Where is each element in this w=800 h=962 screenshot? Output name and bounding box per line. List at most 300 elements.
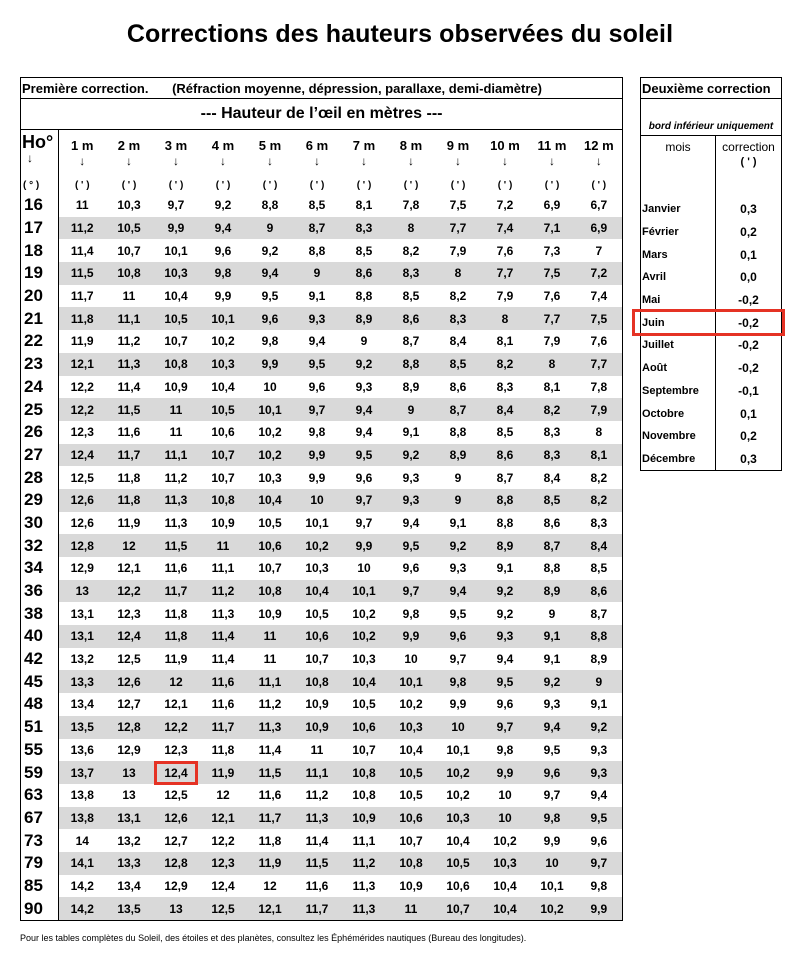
eye-height-label: 2 m [117, 138, 141, 153]
table-cell: 11,6 [294, 875, 341, 898]
month-name: Décembre [641, 448, 716, 471]
table-cell: 12,8 [106, 716, 153, 739]
table-cell: 9,4 [482, 648, 529, 671]
month-row [641, 402, 782, 425]
table-row [21, 693, 623, 716]
table-cell: 9,5 [388, 534, 435, 557]
table-cell: 11,7 [153, 580, 200, 603]
table-cell: 10,5 [294, 602, 341, 625]
table-cell: 11,4 [106, 376, 153, 399]
table-cell: 9,5 [294, 353, 341, 376]
table-cell: 8,1 [576, 444, 623, 467]
table-cell: 11,4 [59, 239, 106, 262]
table-row [21, 739, 623, 762]
table-cell: 11,4 [200, 648, 247, 671]
table-cell: 8,1 [341, 194, 388, 217]
table-cell: 10,7 [106, 239, 153, 262]
month-row [641, 380, 782, 403]
table-cell: 10,7 [388, 829, 435, 852]
table-cell: 6,9 [576, 217, 623, 240]
second-correction-header: Deuxième correction [641, 78, 782, 99]
eye-height-label: 4 m [211, 138, 235, 153]
table-cell: 9,2 [247, 239, 294, 262]
table-cell: 11 [247, 648, 294, 671]
table-cell: 11,7 [106, 444, 153, 467]
table-cell: 9,5 [247, 285, 294, 308]
table-cell: 10,5 [435, 852, 482, 875]
ho-value: 36 [21, 580, 59, 603]
table-cell: 11,9 [247, 852, 294, 875]
table-cell: 8,2 [529, 398, 576, 421]
table-row [21, 557, 623, 580]
table-cell: 9,1 [388, 421, 435, 444]
down-arrow-icon: ↓ [549, 154, 555, 168]
table-cell: 8,6 [388, 307, 435, 330]
table-cell: 10,7 [200, 466, 247, 489]
footnote: Pour les tables complètes du Soleil, des étoiles et des planètes, consultez les Éphémérides nautiques (Bureau des longitudes). [20, 933, 527, 943]
table-cell: 10,9 [341, 807, 388, 830]
table-cell: 14,2 [59, 875, 106, 898]
table-cell: 11,8 [153, 602, 200, 625]
table-cell: 11 [153, 398, 200, 421]
table-cell: 9,1 [529, 625, 576, 648]
table-cell: 9 [435, 489, 482, 512]
table-cell: 7,7 [529, 307, 576, 330]
table-cell: 11,2 [341, 852, 388, 875]
table-cell: 9,3 [388, 489, 435, 512]
eye-height-label: 10 m [490, 138, 520, 153]
table-cell: 9,6 [200, 239, 247, 262]
ho-value: 45 [21, 670, 59, 693]
table-cell: 12,1 [59, 353, 106, 376]
table-cell: 9,7 [341, 489, 388, 512]
table-cell: 9,8 [388, 602, 435, 625]
table-cell: 12,5 [153, 784, 200, 807]
table-cell: 12,2 [59, 376, 106, 399]
ho-value: 34 [21, 557, 59, 580]
table-cell: 11 [388, 897, 435, 920]
eye-height-label: 1 m [71, 138, 94, 153]
table-cell: 9 [388, 398, 435, 421]
table-cell: 7,4 [482, 217, 529, 240]
table-cell: 9,3 [529, 693, 576, 716]
table-cell: 11 [153, 421, 200, 444]
table-cell: 10,8 [200, 489, 247, 512]
table-cell: 13 [153, 897, 200, 920]
table-cell: 11,1 [153, 444, 200, 467]
minute-unit: ( ' ) [309, 179, 325, 191]
month-name: Mai [641, 289, 716, 312]
table-cell: 13 [106, 784, 153, 807]
table-cell: 8,7 [482, 466, 529, 489]
table-cell: 10,6 [435, 875, 482, 898]
table-cell: 9 [529, 602, 576, 625]
table-cell: 7,6 [529, 285, 576, 308]
table-cell: 7 [576, 239, 623, 262]
table-cell: 10,7 [153, 330, 200, 353]
first-correction-label: Première correction. [22, 80, 149, 96]
ho-value: 20 [21, 285, 59, 308]
ho-value: 51 [21, 716, 59, 739]
table-cell: 7,9 [435, 239, 482, 262]
lower-limb-note: bord inférieur uniquement [648, 120, 774, 132]
down-arrow-icon: ↓ [455, 154, 461, 168]
table-cell: 9,6 [247, 307, 294, 330]
table-cell: 10 [435, 716, 482, 739]
table-cell: 9,2 [482, 602, 529, 625]
table-cell: 8,8 [341, 285, 388, 308]
table-cell: 13 [59, 580, 106, 603]
month-correction: 0,3 [740, 202, 757, 217]
table-cell: 10,3 [435, 807, 482, 830]
correction-column-header [716, 136, 782, 199]
table-cell: 10,4 [153, 285, 200, 308]
table-cell: 11,8 [200, 739, 247, 762]
ho-column-header [21, 130, 59, 177]
table-cell: 9,4 [294, 330, 341, 353]
table-cell: 10,3 [482, 852, 529, 875]
table-cell: 12,8 [59, 534, 106, 557]
table-row [21, 217, 623, 240]
table-row [21, 466, 623, 489]
table-cell: 11,9 [153, 648, 200, 671]
table-cell: 8 [576, 421, 623, 444]
eye-height-label: 5 m [258, 138, 282, 153]
table-cell: 12,2 [153, 716, 200, 739]
table-cell: 10,5 [153, 307, 200, 330]
table-cell: 8,2 [388, 239, 435, 262]
down-arrow-icon: ↓ [502, 154, 508, 168]
table-cell: 10,3 [106, 194, 153, 217]
table-cell: 8 [482, 307, 529, 330]
table-cell: 8,6 [435, 376, 482, 399]
table-cell: 7,9 [576, 398, 623, 421]
table-cell: 9,5 [435, 602, 482, 625]
table-cell: 12,5 [200, 897, 247, 920]
table-cell: 7,1 [529, 217, 576, 240]
ho-value: 55 [21, 739, 59, 762]
table-cell: 11,5 [153, 534, 200, 557]
ho-value: 73 [21, 829, 59, 852]
table-cell: 11,2 [247, 693, 294, 716]
table-cell: 10,9 [294, 693, 341, 716]
eye-height-column-header [341, 130, 388, 177]
table-cell: 8,5 [341, 239, 388, 262]
table-cell: 9 [294, 262, 341, 285]
table-cell: 10,4 [435, 829, 482, 852]
table-cell: 10,5 [106, 217, 153, 240]
table-cell: 8,4 [529, 466, 576, 489]
table-cell: 10,2 [200, 330, 247, 353]
table-cell: 13,6 [59, 739, 106, 762]
table-cell: 13,5 [59, 716, 106, 739]
month-correction: 0,2 [740, 429, 757, 444]
eye-height-label: 9 m [446, 138, 470, 153]
table-cell: 8,3 [529, 444, 576, 467]
table-cell: 11,4 [200, 625, 247, 648]
table-row [21, 194, 623, 217]
table-row [21, 421, 623, 444]
table-cell: 11,3 [341, 875, 388, 898]
first-correction-details: (Réfraction moyenne, dépression, parallaxe, demi-diamètre) [172, 80, 542, 96]
table-cell: 9,5 [482, 670, 529, 693]
table-cell: 9,4 [341, 398, 388, 421]
table-cell: 10,5 [341, 693, 388, 716]
table-cell: 11,5 [294, 852, 341, 875]
table-cell: 9,6 [341, 466, 388, 489]
table-cell: 8,6 [529, 512, 576, 535]
table-cell: 10,8 [247, 580, 294, 603]
down-arrow-icon: ↓ [595, 154, 602, 168]
table-cell: 9,3 [388, 466, 435, 489]
eye-height-label: 7 m [352, 138, 376, 153]
table-row [21, 489, 623, 512]
table-cell: 9,8 [529, 807, 576, 830]
table-cell: 12,4 [200, 875, 247, 898]
table-cell: 11,2 [106, 330, 153, 353]
table-cell: 9,2 [529, 670, 576, 693]
table-row [21, 852, 623, 875]
table-cell: 8,5 [388, 285, 435, 308]
table-cell: 7,5 [529, 262, 576, 285]
month-correction: -0,2 [738, 315, 759, 330]
table-cell: 8,5 [529, 489, 576, 512]
table-cell: 10,6 [294, 625, 341, 648]
table-cell: 13,3 [59, 670, 106, 693]
degree-unit: ( ° ) [21, 176, 59, 194]
table-cell: 8 [529, 353, 576, 376]
table-row [21, 875, 623, 898]
table-cell: 12,3 [106, 602, 153, 625]
table-row [21, 444, 623, 467]
eye-height-column-header [153, 130, 200, 177]
table-row [21, 285, 623, 308]
table-row [21, 829, 623, 852]
table-cell: 12,9 [59, 557, 106, 580]
table-cell: 10,6 [341, 716, 388, 739]
table-cell: 9,1 [482, 557, 529, 580]
table-cell: 10,8 [153, 353, 200, 376]
table-cell: 7,6 [482, 239, 529, 262]
table-cell: 8,9 [388, 376, 435, 399]
table-cell: 8,4 [482, 398, 529, 421]
table-cell: 10,7 [435, 897, 482, 920]
down-arrow-icon: ↓ [361, 154, 367, 168]
ho-value: 19 [21, 262, 59, 285]
table-cell: 8,8 [482, 512, 529, 535]
table-cell: 9,3 [435, 557, 482, 580]
table-cell: 9 [247, 217, 294, 240]
table-cell: 10,2 [294, 534, 341, 557]
table-cell: 8,8 [294, 239, 341, 262]
table-cell: 9,9 [529, 829, 576, 852]
table-cell: 7,2 [482, 194, 529, 217]
table-cell: 12,1 [200, 807, 247, 830]
minute-unit: ( ' ) [168, 179, 184, 191]
table-cell: 8,6 [482, 444, 529, 467]
table-cell: 12,6 [106, 670, 153, 693]
table-cell: 12,4 [59, 444, 106, 467]
table-cell: 11,8 [153, 625, 200, 648]
table-cell: 10,2 [435, 761, 482, 784]
table-cell: 10,4 [200, 376, 247, 399]
table-cell: 10,6 [200, 421, 247, 444]
eye-height-column-header [106, 130, 153, 177]
table-cell: 8,2 [576, 466, 623, 489]
table-cell: 11,3 [153, 489, 200, 512]
month-correction: 0,1 [740, 247, 757, 262]
ho-value: 30 [21, 512, 59, 535]
table-cell: 11,9 [106, 512, 153, 535]
table-cell: 9 [576, 670, 623, 693]
table-row [21, 648, 623, 671]
table-cell: 9,9 [482, 761, 529, 784]
table-cell: 9,2 [200, 194, 247, 217]
ho-value: 17 [21, 217, 59, 240]
table-cell: 11,6 [247, 784, 294, 807]
table-cell: 8,1 [482, 330, 529, 353]
table-cell: 9,3 [341, 376, 388, 399]
month-name: Mars [641, 243, 716, 266]
table-cell: 10,1 [388, 670, 435, 693]
down-arrow-icon: ↓ [220, 154, 226, 168]
month-name: Juillet [641, 334, 716, 357]
table-cell: 8,3 [482, 376, 529, 399]
ho-value: 59 [21, 761, 59, 784]
table-cell: 11,3 [294, 807, 341, 830]
table-cell: 11,3 [341, 897, 388, 920]
table-cell: 7,5 [435, 194, 482, 217]
table-cell: 9,9 [576, 897, 623, 920]
table-cell: 9,2 [435, 534, 482, 557]
ho-value: 21 [21, 307, 59, 330]
table-row [21, 716, 623, 739]
table-cell: 11,1 [341, 829, 388, 852]
table-cell: 12,4 [106, 625, 153, 648]
june-highlight-box [632, 309, 785, 336]
table-cell: 9,9 [200, 285, 247, 308]
table-cell: 11,1 [106, 307, 153, 330]
table-cell: 8,7 [388, 330, 435, 353]
table-cell: 8,5 [482, 421, 529, 444]
table-cell: 11,1 [294, 761, 341, 784]
month-correction: -0,2 [738, 338, 759, 353]
table-cell: 10,4 [294, 580, 341, 603]
eye-height-column-header [529, 130, 576, 177]
table-cell: 10,2 [247, 421, 294, 444]
table-cell: 8,8 [529, 557, 576, 580]
table-cell: 11,1 [200, 557, 247, 580]
table-cell: 12,6 [59, 489, 106, 512]
table-cell: 13,8 [59, 784, 106, 807]
table-cell: 9,1 [576, 693, 623, 716]
table-cell: 10,3 [200, 353, 247, 376]
table-cell: 9,2 [482, 580, 529, 603]
table-cell: 10,2 [388, 693, 435, 716]
table-cell: 11,2 [59, 217, 106, 240]
table-cell: 10,4 [341, 670, 388, 693]
table-cell: 12,3 [59, 421, 106, 444]
table-cell: 11,1 [247, 670, 294, 693]
month-correction: -0,1 [738, 383, 759, 398]
table-cell: 10,6 [247, 534, 294, 557]
table-cell: 11 [294, 739, 341, 762]
table-cell: 9 [435, 466, 482, 489]
table-cell: 9,3 [576, 761, 623, 784]
table-cell: 13,1 [59, 625, 106, 648]
table-cell: 10,1 [153, 239, 200, 262]
table-cell: 10,9 [153, 376, 200, 399]
table-cell: 8,9 [482, 534, 529, 557]
table-cell: 9,4 [341, 421, 388, 444]
table-cell: 13,7 [59, 761, 106, 784]
table-cell: 9,7 [294, 398, 341, 421]
table-cell: 9,6 [388, 557, 435, 580]
table-cell: 8,3 [576, 512, 623, 535]
table-cell: 12,5 [59, 466, 106, 489]
table-cell: 11,8 [247, 829, 294, 852]
page-title: Corrections des hauteurs observées du soleil [126, 20, 674, 48]
table-cell: 7,4 [576, 285, 623, 308]
ho-value: 48 [21, 693, 59, 716]
table-cell: 8,8 [388, 353, 435, 376]
table-cell: 9,6 [576, 829, 623, 852]
table-cell: 6,9 [529, 194, 576, 217]
table-cell: 8,8 [435, 421, 482, 444]
table-row [21, 353, 623, 376]
month-column-header: mois [641, 136, 716, 199]
month-name: Novembre [641, 425, 716, 448]
table-cell: 9,7 [482, 716, 529, 739]
table-cell: 9,9 [388, 625, 435, 648]
table-cell: 9,2 [341, 353, 388, 376]
table-cell: 10,5 [388, 784, 435, 807]
table-cell: 9,4 [247, 262, 294, 285]
month-correction: -0,2 [738, 293, 759, 308]
table-cell: 13,3 [106, 852, 153, 875]
table-cell: 8,7 [435, 398, 482, 421]
second-correction-table [640, 77, 782, 471]
table-cell: 10,7 [247, 557, 294, 580]
eye-height-column-header [247, 130, 294, 177]
month-name: Février [641, 221, 716, 244]
month-correction: 0,2 [740, 225, 757, 240]
table-cell: 13,2 [106, 829, 153, 852]
table-cell: 12,2 [106, 580, 153, 603]
table-cell: 9,4 [435, 580, 482, 603]
minute-unit: ( ' ) [497, 179, 513, 191]
table-cell: 10,5 [200, 398, 247, 421]
table-cell: 8,3 [529, 421, 576, 444]
table-row [21, 307, 623, 330]
table-cell: 10,7 [341, 739, 388, 762]
table-row [21, 761, 623, 784]
table-cell: 10,2 [341, 602, 388, 625]
month-row [641, 243, 782, 266]
table-cell: 9,9 [153, 217, 200, 240]
table-cell: 10 [388, 648, 435, 671]
first-correction-table [20, 77, 623, 921]
table-cell: 12,3 [153, 739, 200, 762]
ho-value: 27 [21, 444, 59, 467]
table-cell: 10,9 [247, 602, 294, 625]
minute-unit: ( ' ) [403, 179, 419, 191]
month-row [641, 425, 782, 448]
ho-value: 32 [21, 534, 59, 557]
table-cell: 11 [59, 194, 106, 217]
table-cell: 7,8 [576, 376, 623, 399]
table-cell: 8,3 [341, 217, 388, 240]
